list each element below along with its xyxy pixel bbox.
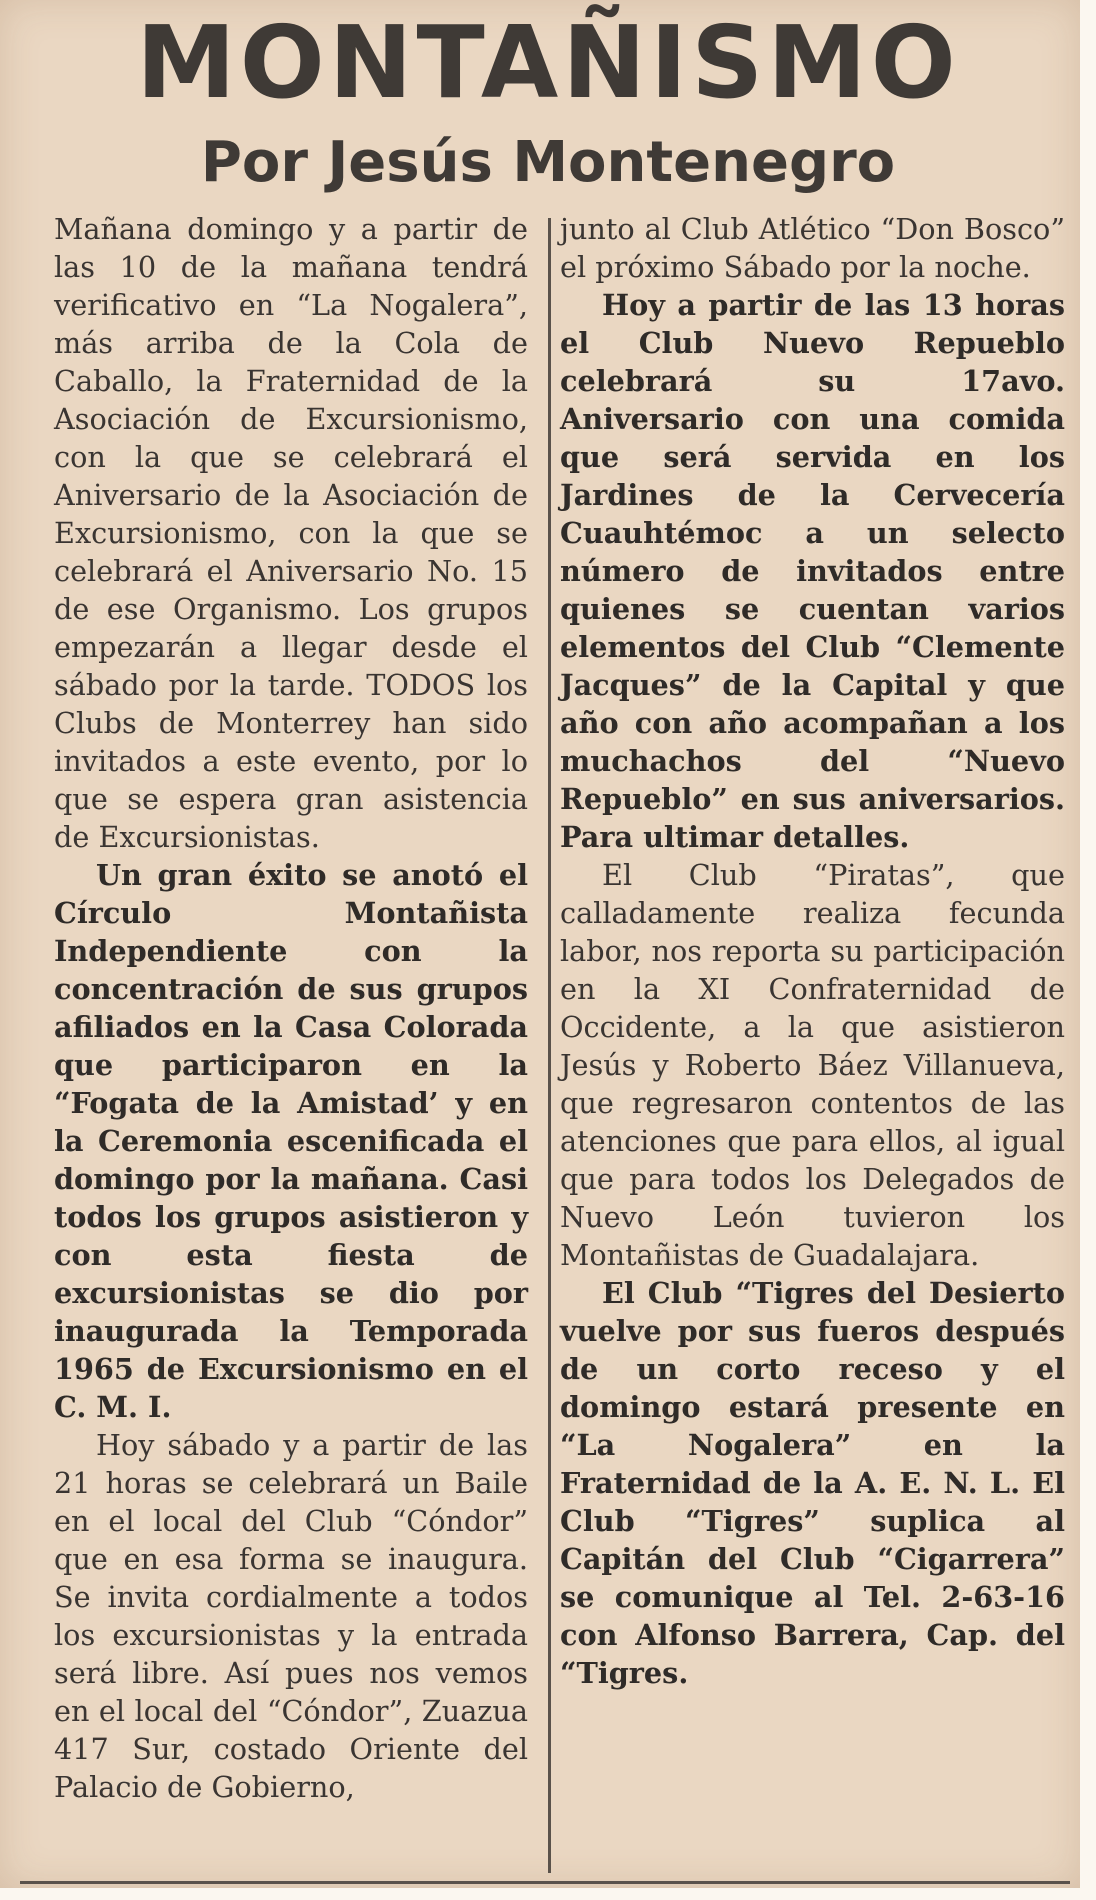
paragraph-fraternidad: Mañana domingo y a partir de las 10 de la mañana tendrá verificativo en “La Nogalera”, más arriba de la Cola de Caballo, la Fraternidad de la Asociación de Excursionismo, con la que se celebrará el Aniversario de la Asociación de Excursionismo, con la que se celebrará el Aniversario No. 15 de ese Organismo. Los grupos empezarán a llegar desde el sábado por la tarde. TODOS los Clubs de Monterrey han sido invitados a este evento, por lo que se espera gran asistencia de Excursionistas. [54,212,528,854]
paragraph-nuevo-repueblo: Hoy a partir de las 13 horas el Club Nuevo Repueblo celebrará su 17avo. Aniversario con una comida que será servida en los Jardines de la Cervecería Cuauhtémoc a un selecto número de invitados entre quienes se cuentan varios elementos del Club “Clemente Jacques” de la Capital y que año con año acompañan a los muchachos del “Nuevo Repueblo” en sus aniversarios. Para ultimar detalles. [560,288,1065,854]
left-column [54,210,528,1806]
paragraph-tigres: El Club “Tigres del Desierto vuelve por sus fueros después de un corto receso y el domingo estará presente en “La Nogalera” en la Fraternidad de la A. E. N. L. El Club “Tigres” suplica al Capitán del Club “Cigarrera” se comunique al Tel. 2-63-16 con Alfonso Barrera, Cap. del “Tigres. [560,1276,1065,1690]
paragraph-piratas: El Club “Piratas”, que calladamente realiza fecunda labor, nos reporta su participación en la XI Confraternidad de Occidente, a la que asistieron Jesús y Roberto Báez Villanueva, que regresaron contentos de las atenciones que para ellos, al igual que para todos los Delegados de Nuevo León tuvieron los Montañistas de Guadalajara. [560,858,1065,1272]
paragraph-don-bosco: junto al Club Atlético “Don Bosco” el próximo Sábado por la noche. [560,212,1065,284]
bottom-divider [20,1881,1070,1884]
column-divider [548,218,551,1873]
paragraph-baile-condor: Hoy sábado y a partir de las 21 horas se celebrará un Baile en el local del Club “Cóndor” que en esa forma se inaugura. Se invita cordialmente a todos los excursionistas y la entrada será libre. Así pues nos vemos en el local del “Cóndor”, Zuazua 417 Sur, costado Oriente del Palacio de Gobierno, [54,1428,528,1804]
byline: Por Jesús Montenegro [200,130,896,195]
right-column [560,210,1065,1692]
paragraph-circulo-montanista: Un gran éxito se anotó el Círculo Montañista Independiente con la concentración de sus grupos afiliados en la Casa Colorada que participaron en la “Fogata de la Amistad’ y en la Ceremonia escenificada el domingo por la mañana. Casi todos los grupos asistieron y con esta fiesta de excursionistas se dio por inaugurada la Temporada 1965 de Excursionismo en el C. M. I. [54,858,528,1424]
headline: MONTAÑISMO [136,4,960,121]
